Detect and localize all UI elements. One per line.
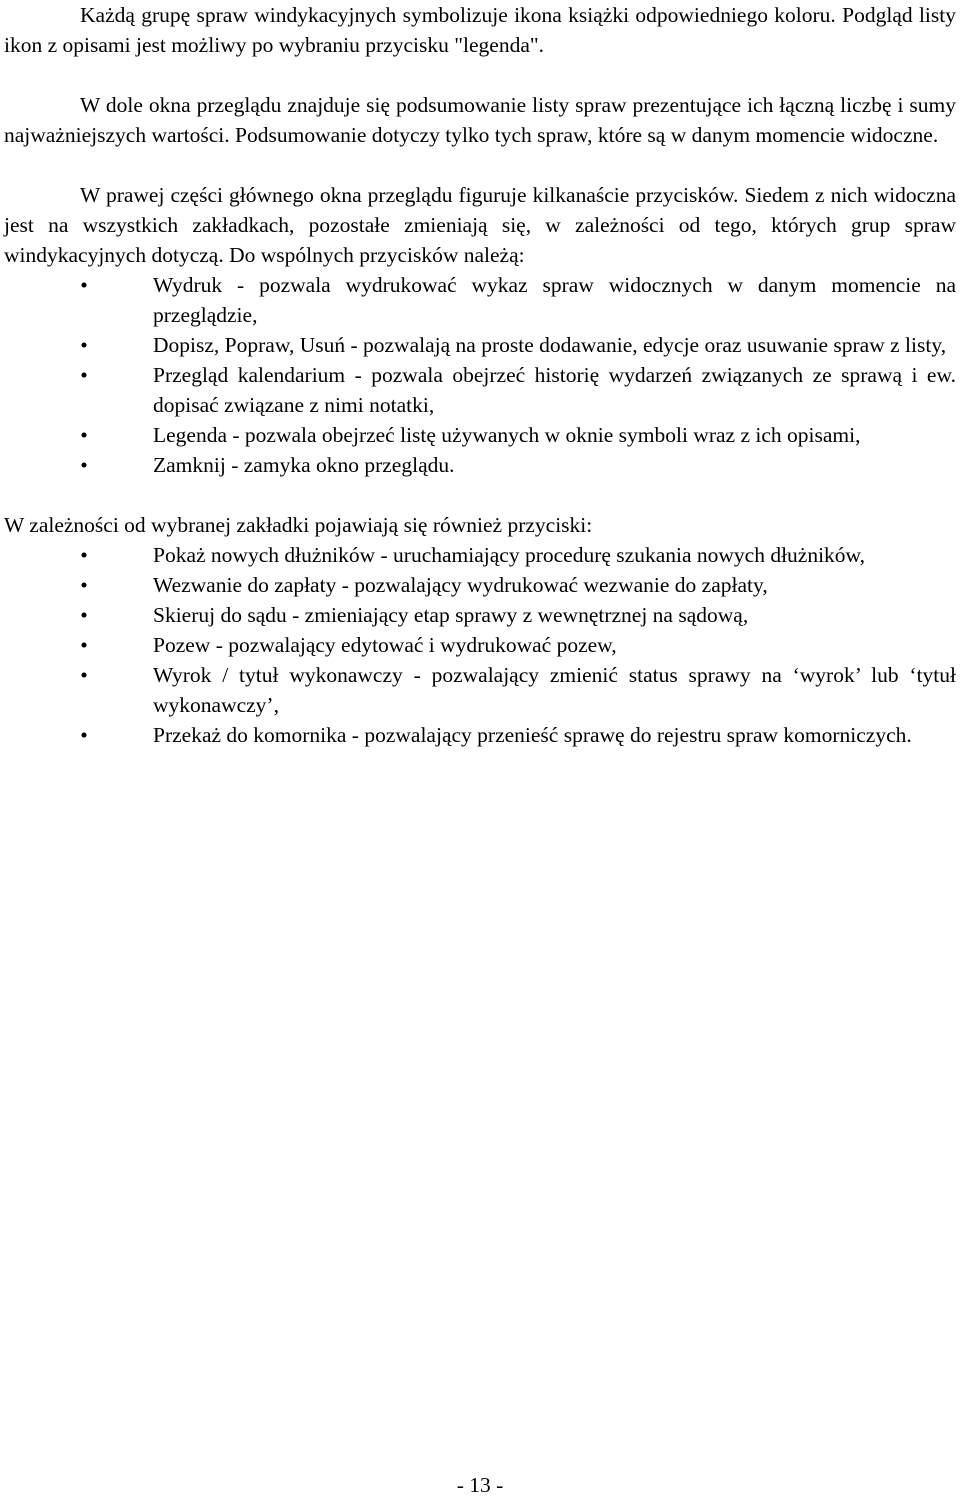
list-item-text: Legenda - pozwala obejrzeć listę używanych w oknie symboli wraz z ich opisami, bbox=[153, 423, 861, 447]
bullet-icon: • bbox=[80, 663, 88, 687]
list-item bbox=[4, 540, 956, 570]
list-item-text: Wydruk - pozwala wydrukować wykaz spraw widocznych w danym momencie na przeglądzie, bbox=[153, 273, 956, 327]
bullet-icon: • bbox=[80, 453, 88, 477]
paragraph-summary: W dole okna przeglądu znajduje się podsumowanie listy spraw prezentujące ich łączną liczbę i sumy najważniejszych wartości. Podsumowanie dotyczy tylko tych spraw, które są w danym momencie widoczne. bbox=[4, 93, 956, 147]
list-item bbox=[4, 600, 956, 630]
paragraph-tab-buttons-intro: W zależności od wybranej zakładki pojawiają się również przyciski: bbox=[4, 513, 593, 537]
paragraph-icons-legend: Każdą grupę spraw windykacyjnych symbolizuje ikona książki odpowiedniego koloru. Podgląd listy ikon z opisami jest możliwy po wybraniu przycisku "legenda". bbox=[4, 3, 956, 57]
list-item-text: Pozew - pozwalający edytować i wydrukować pozew, bbox=[153, 633, 617, 657]
tab-buttons-list bbox=[4, 540, 956, 750]
list-item-text: Skieruj do sądu - zmieniający etap sprawy z wewnętrznej na sądową, bbox=[153, 603, 749, 627]
list-item-text: Wezwanie do zapłaty - pozwalający wydrukować wezwanie do zapłaty, bbox=[153, 573, 768, 597]
bullet-icon: • bbox=[80, 603, 88, 627]
document-page bbox=[4, 0, 956, 750]
bullet-icon: • bbox=[80, 333, 88, 357]
bullet-icon: • bbox=[80, 543, 88, 567]
list-item-text: Wyrok / tytuł wykonawczy - pozwalający zmienić status sprawy na ‘wyrok’ lub ‘tytuł wykonawczy’, bbox=[153, 663, 956, 717]
list-item bbox=[4, 360, 956, 420]
page-number: - 13 - bbox=[456, 1473, 504, 1497]
bullet-icon: • bbox=[80, 633, 88, 657]
list-item-text: Dopisz, Popraw, Usuń - pozwalają na proste dodawanie, edycje oraz usuwanie spraw z listy, bbox=[153, 333, 947, 357]
list-item-text: Przekaż do komornika - pozwalający przenieść sprawę do rejestru spraw komorniczych. bbox=[153, 723, 912, 747]
bullet-icon: • bbox=[80, 423, 88, 447]
bullet-icon: • bbox=[80, 273, 88, 297]
bullet-icon: • bbox=[80, 363, 88, 387]
list-item bbox=[4, 450, 956, 480]
list-item-text: Przegląd kalendarium - pozwala obejrzeć historię wydarzeń związanych ze sprawą i ew. dopisać związane z nimi notatki, bbox=[153, 363, 956, 417]
common-buttons-list bbox=[4, 270, 956, 480]
list-item bbox=[4, 270, 956, 330]
paragraph-buttons-intro: W prawej części głównego okna przeglądu figuruje kilkanaście przycisków. Siedem z nich widoczna jest na wszystkich zakładkach, pozostałe zmieniają się, w zależności od tego, których grup spraw windykacyjnych dotyczą. Do wspólnych przycisków należą: bbox=[4, 183, 956, 267]
list-item bbox=[4, 420, 956, 450]
list-item bbox=[4, 660, 956, 720]
list-item-text: Pokaż nowych dłużników - uruchamiający procedurę szukania nowych dłużników, bbox=[153, 543, 866, 567]
list-item-text: Zamknij - zamyka okno przeglądu. bbox=[153, 453, 455, 477]
list-item bbox=[4, 330, 956, 360]
list-item bbox=[4, 720, 956, 750]
list-item bbox=[4, 570, 956, 600]
bullet-icon: • bbox=[80, 573, 88, 597]
bullet-icon: • bbox=[80, 723, 88, 747]
list-item bbox=[4, 630, 956, 660]
